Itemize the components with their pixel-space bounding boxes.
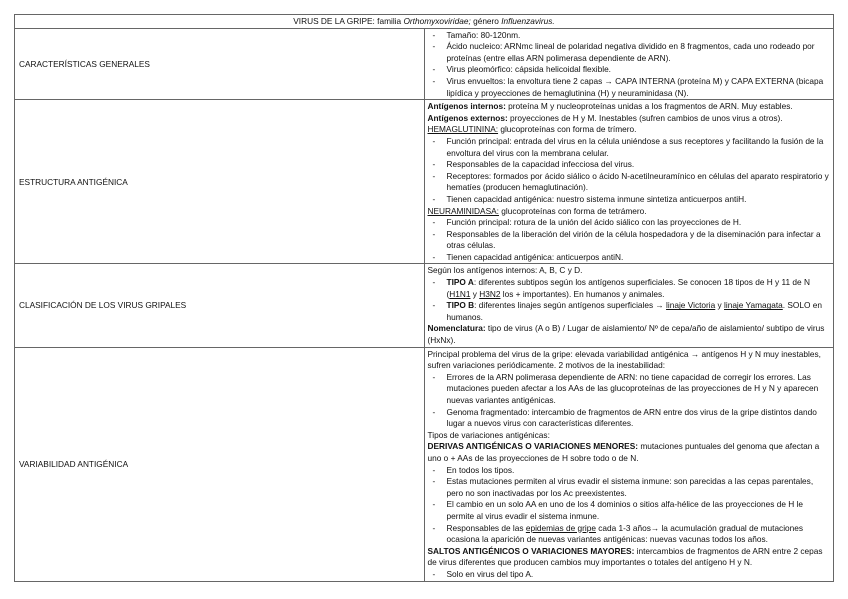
antigenos-externos: Antígenos externos: proyecciones de H y M. Inestables (sufren cambios de unos virus a otros). bbox=[427, 112, 783, 123]
list-item: - Tamaño: 80-120nm. bbox=[431, 30, 831, 42]
row-variabilidad bbox=[15, 347, 834, 581]
hemaglutinina-heading: HEMAGLUTININA: glucoproteínas con forma de trímero. bbox=[427, 124, 637, 135]
list-item: - Tienen capacidad antigénica: anticuerpos antiN. bbox=[431, 252, 831, 264]
saltos-heading: SALTOS ANTIGÉNICOS O VARIACIONES MAYORES: intercambios de fragmentos de ARN entre 2 cepas de virus diferentes que producen cambios muy importantes o totales del antígeno H y N. bbox=[427, 545, 823, 568]
clasificacion-intro: Según los antígenos internos: A, B, C y D. bbox=[427, 265, 583, 276]
label-clasificacion: CLASIFICACIÓN DE LOS VIRUS GRIPALES bbox=[15, 264, 425, 347]
content-clasificacion bbox=[424, 264, 834, 347]
list-item: - Ácido nucleico: ARNmc lineal de polaridad negativa dividido en 8 fragmentos, cada uno rodeado por proteínas (entre ellas ARN polimerasa dependiente de ARN). bbox=[431, 41, 831, 64]
yamagata-link: linaje Yamagata bbox=[724, 300, 783, 311]
row-estructura bbox=[15, 100, 834, 264]
row-caracteristicas bbox=[15, 28, 834, 100]
neuraminidasa-heading: NEURAMINIDASA: glucoproteínas con forma de tetrámero. bbox=[427, 205, 647, 216]
list-item: - Receptores: formados por ácido siálico o ácido N-acetilneuramínico en células del aparato respiratorio y hematíes (producen hemaglutinación). bbox=[431, 171, 831, 194]
label-variabilidad: VARIABILIDAD ANTIGÉNICA bbox=[15, 347, 425, 581]
tipo-a-item: - TIPO A: diferentes subtipos según los antígenos superficiales. Se conocen 18 tipos de H y 11 de N (H1N1 y H3N2 los + importantes). En humanos y animales. bbox=[431, 277, 831, 300]
tipo-b-item: - TIPO B: diferentes linajes según antígenos superficiales → linaje Victoria y linaje Yamagata. SOLO en humanos. bbox=[431, 300, 831, 323]
document-page bbox=[14, 14, 834, 582]
list-item: - Función principal: entrada del virus en la célula uniéndose a sus receptores y facilitando la fusión de la envoltura del virus con la membrana celular. bbox=[431, 136, 831, 159]
label-caracteristicas: CARACTERÍSTICAS GENERALES bbox=[15, 28, 425, 100]
list-item: - Genoma fragmentado: intercambio de fragmentos de ARN entre dos virus de la gripe distintos dando lugar a nuevos virus con características diferentes. bbox=[431, 407, 831, 430]
content-caracteristicas bbox=[424, 28, 834, 100]
list-item: - Tienen capacidad antigénica: nuestro sistema inmune sintetiza anticuerpos antiH. bbox=[431, 194, 831, 206]
list-item: - Solo en virus del tipo A. bbox=[431, 569, 831, 581]
tipos-intro: Tipos de variaciones antigénicas: bbox=[427, 429, 550, 440]
victoria-link: linaje Victoria bbox=[666, 300, 716, 311]
title-mid: género bbox=[470, 16, 502, 26]
list-item: - Errores de la ARN polimerasa dependiente de ARN: no tiene capacidad de corregir los errores. Las mutaciones pueden afectar a los AAs de las glucoproteínas de las proyecciones de H y N y aparecen nuevas variantes antigénicas. bbox=[431, 372, 831, 407]
content-variabilidad bbox=[424, 347, 834, 581]
list-item: - Función principal: rotura de la unión del ácido siálico con las proyecciones de H. bbox=[431, 217, 831, 229]
variabilidad-intro: Principal problema del virus de la gripe: elevada variabilidad antigénica → antígenos H y N muy inestables, sufren variaciones periódicamente. 2 motivos de la inestabilidad: bbox=[427, 348, 821, 371]
table-title bbox=[15, 15, 834, 29]
influenza-table bbox=[14, 14, 834, 582]
epidemias-link: epidemias de gripe bbox=[525, 522, 596, 533]
list-item: - Virus pleomórfico: cápsida helicoidal flexible. bbox=[431, 64, 831, 76]
h1n1-link: H1N1 bbox=[449, 288, 471, 299]
list-item: - En todos los tipos. bbox=[431, 465, 831, 477]
list-item: - Responsables de la liberación del virión de la célula hospedadora y de la diseminación para infectar a otras células. bbox=[431, 229, 831, 252]
antigenos-internos: Antígenos internos: proteína M y nucleoproteínas unidas a los fragmentos de ARN. Muy estables. bbox=[427, 101, 793, 112]
label-estructura: ESTRUCTURA ANTIGÉNICA bbox=[15, 100, 425, 264]
nomenclatura: Nomenclatura: tipo de virus (A o B) / Lugar de aislamiento/ Nº de cepa/año de aislamiento/ subtipo de virus (HxNx). bbox=[427, 323, 825, 346]
title-family: Orthomyxoviridae; bbox=[403, 16, 471, 26]
title-row bbox=[15, 15, 834, 29]
content-estructura bbox=[424, 100, 834, 264]
list-item: - Responsables de la capacidad infecciosa del virus. bbox=[431, 159, 831, 171]
title-genus: Influenzavirus. bbox=[501, 16, 555, 26]
derivas-heading: DERIVAS ANTIGÉNICAS O VARIACIONES MENORES: mutaciones puntuales del genoma que afectan a uno o + AAs de las proyecciones de H sobre todo o de N. bbox=[427, 441, 820, 463]
h3n2-link: H3N2 bbox=[479, 288, 501, 299]
list-item: - Responsables de las epidemias de gripe cada 1-3 años→ la acumulación gradual de mutaciones ocasiona la aparición de nuevas variantes antigénicas: nuevas vacunas todos los años. bbox=[431, 523, 831, 546]
title-prefix: VIRUS DE LA GRIPE: familia bbox=[293, 16, 404, 26]
list-item: - Estas mutaciones permiten al virus evadir el sistema inmune: son parecidas a las cepas parentales, pero no son inactivadas por los Ac preexistentes. bbox=[431, 476, 831, 499]
list-item: - El cambio en un solo AA en uno de los 4 dominios o sitios alfa-hélice de las proyecciones de H le permite al virus evadir el sistema inmune. bbox=[431, 499, 831, 522]
row-clasificacion bbox=[15, 264, 834, 347]
list-item: - Virus envueltos: la envoltura tiene 2 capas → CAPA INTERNA (proteína M) y CAPA EXTERNA (bicapa lipídica y proyecciones de hemaglutinina (H) y neuraminidasa (N). bbox=[431, 76, 831, 99]
